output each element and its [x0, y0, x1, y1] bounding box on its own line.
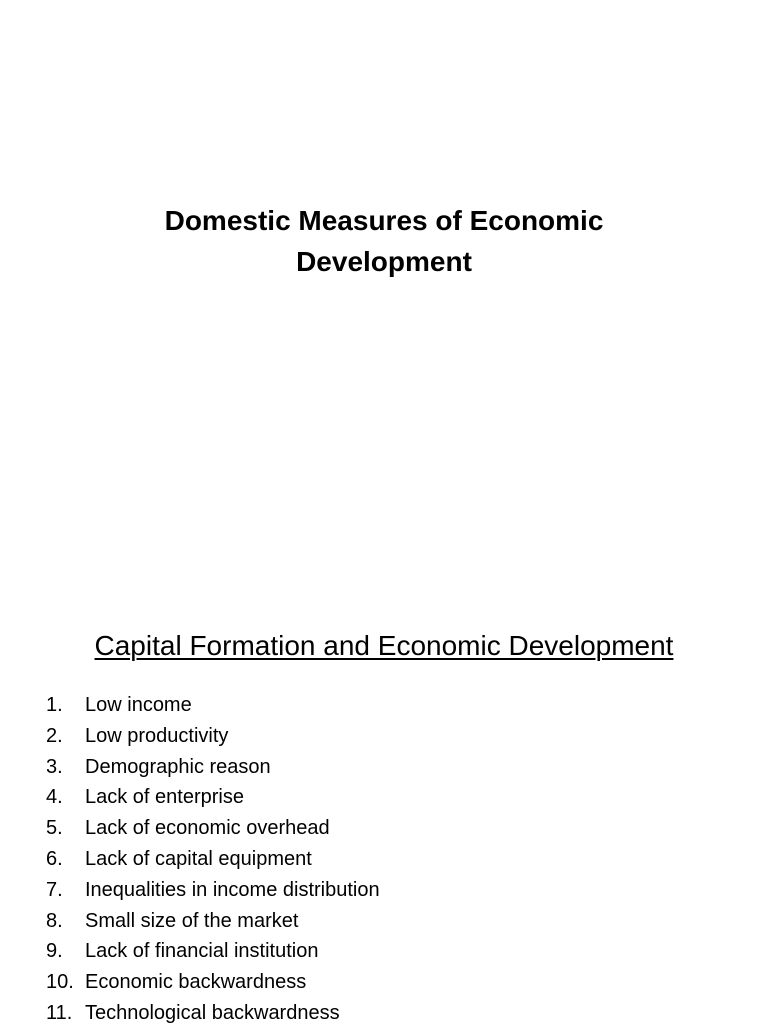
list-item-text: Lack of economic overhead: [85, 817, 330, 840]
list-item-number: 9.: [46, 940, 63, 963]
list-item-number: 5.: [46, 817, 63, 840]
list-item-text: Economic backwardness: [85, 971, 307, 994]
slide-title-line-2: Development: [296, 246, 472, 277]
list-item: [46, 721, 380, 752]
list-item-number: 4.: [46, 786, 63, 809]
list-item: [46, 998, 380, 1029]
list-item-text: Low productivity: [85, 724, 229, 747]
slide-title: [0, 200, 768, 282]
slide-title-line-1: Domestic Measures of Economic: [164, 205, 604, 236]
numbered-list: [46, 690, 380, 1029]
list-item-text: Technological backwardness: [85, 1001, 340, 1024]
list-item: [46, 875, 380, 906]
list-item-number: 2.: [46, 724, 63, 747]
list-item-number: 3.: [46, 755, 63, 778]
list-item: [46, 813, 380, 844]
list-item-text: Demographic reason: [85, 755, 271, 778]
list-item-text: Lack of enterprise: [85, 786, 244, 809]
list-item: [46, 844, 380, 875]
list-item: [46, 906, 380, 937]
list-item: [46, 782, 380, 813]
list-item-number: 6.: [46, 847, 63, 870]
list-item-text: Lack of capital equipment: [85, 847, 312, 870]
list-item: [46, 752, 380, 783]
list-item-text: Inequalities in income distribution: [85, 878, 380, 901]
list-item-number: 10.: [46, 971, 74, 994]
list-item: [46, 936, 380, 967]
slide-heading: Capital Formation and Economic Development: [94, 630, 674, 661]
list-item-number: 8.: [46, 909, 63, 932]
list-item-number: 1.: [46, 694, 63, 716]
list-item-text: Lack of financial institution: [85, 940, 319, 963]
list-item-number: 7.: [46, 878, 63, 901]
list-item-number: 11.: [46, 1001, 73, 1024]
list-item-text: Small size of the market: [85, 909, 299, 932]
slide-content-page: [0, 576, 768, 1024]
list-item-text: Low income: [85, 694, 192, 716]
list-item: [46, 967, 380, 998]
list-item: [46, 690, 380, 721]
